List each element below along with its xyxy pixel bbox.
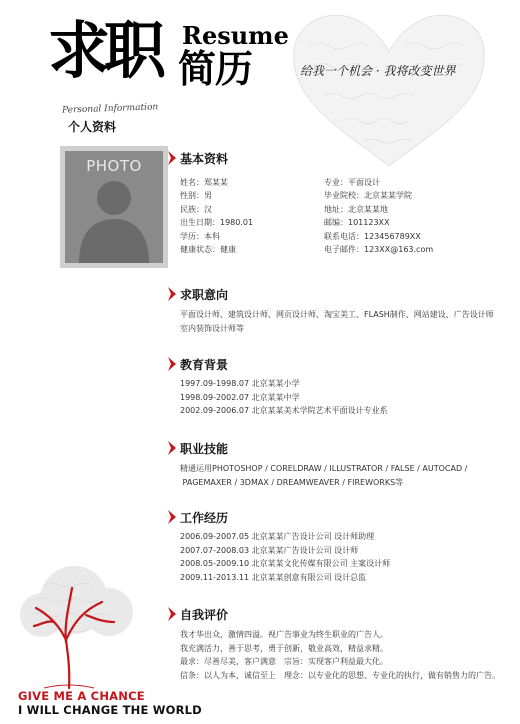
tree-decoration [14,560,144,690]
section-education [166,354,506,418]
section-title-self: 自我评价 [180,607,229,622]
red-chevron-icon [166,509,178,525]
red-chevron-icon [166,150,178,166]
skills-line: PAGEMAXER / 3DMAX / DREAMWEAVER / FIREWORKS等 [180,477,404,487]
work-line: 2009.11-2013.11 北京某某创意有限公司 设计总监 [180,572,367,582]
field-school: 毕业院校：北京某某学院 [324,191,412,201]
red-chevron-icon [166,356,178,372]
field-phone: 联系电话：123456789XX [324,231,421,241]
field-birthdate: 出生日期：1980.01 [180,218,254,228]
field-education: 学历：本科 [180,231,220,241]
photo-placeholder [60,146,168,268]
field-email: 电子邮件：123XX@163.com [324,245,434,255]
skills-line: 精通运用PHOTOSHOP / CORELDRAW / ILLUSTRATOR / FALSE / AUTOCAD / [180,464,468,473]
section-title-work: 工作经历 [180,510,229,525]
self-line: 最求：尽善尽美，客户满意 宗旨：实现客户利益最大化。 [180,657,388,666]
title-resume-english: Resume [182,21,289,50]
red-chevron-icon [166,606,178,622]
red-chevron-icon [166,286,178,302]
basic-info-grid [180,176,506,256]
person-silhouette-icon [65,151,163,263]
field-ethnicity: 民族：汉 [180,204,212,214]
section-self-evaluation [166,604,506,682]
self-line: 我才华出众，激情四溢。视广告事业为终生职业的广告人。 [180,630,388,639]
field-postcode: 邮编：101123XX [324,218,390,228]
section-work-experience [166,507,506,584]
intent-line: 平面设计师、建筑设计师、网页设计师、淘宝美工、FLASH制作、网站建设、广告设计师 [180,310,494,319]
education-line: 2002.09-2006.07 北京某某美术学院艺术平面设计专业系 [180,406,388,415]
work-line: 2008.05-2009.10 北京某某文化传媒有限公司 主案设计师 [180,559,391,568]
work-line: 2006.09-2007.05 北京某某广告设计公司 设计师助理 [180,532,375,541]
section-job-intent [166,284,506,335]
section-basic-info [166,148,506,256]
photo-label: PHOTO [86,157,142,175]
title-chinese-job-seeking: 求职 [48,14,161,87]
section-title-education: 教育背景 [180,357,229,372]
self-line: 我充满活力，善于思考，勇于创新，敬业高效，精益求精。 [180,643,388,653]
field-gender: 性别：男 [180,191,212,201]
education-line: 1997.09-1998.07 北京某某小学 [180,379,300,388]
red-chevron-icon [166,440,178,456]
work-line: 2007.07-2008.03 北京某某广告设计公司 设计师 [180,545,359,555]
section-title-basic: 基本资料 [180,151,229,166]
slogan-change-the-world: I WILL CHANGE THE WORLD [18,703,202,717]
field-address: 地址：北京某某地 [324,204,388,214]
field-major: 专业：平面设计 [324,178,380,187]
section-skills [166,438,506,489]
personal-information-heading: 个人资料 [68,120,117,134]
intent-line: 室内装饰设计师等 [180,323,244,333]
section-title-intent: 求职意向 [180,287,229,302]
handwritten-slogan: 给我一个机会 · 我将改变世界 [300,64,456,78]
slogan-give-me-a-chance: GIVE ME A CHANCE [18,689,145,703]
field-health: 健康状态：健康 [180,245,236,255]
education-line: 1998.09-2002.07 北京某某中学 [180,392,300,402]
self-line: 信条：以人为本，诚信至上 理念：以专业化的思想、专业化的执行，做有销售力的广告。 [180,670,500,680]
field-name: 姓名：郑某某 [180,178,228,187]
title-chinese-resume: 简历 [178,47,253,91]
personal-information-script: Personal Information [61,102,159,116]
section-title-skills: 职业技能 [180,441,229,456]
